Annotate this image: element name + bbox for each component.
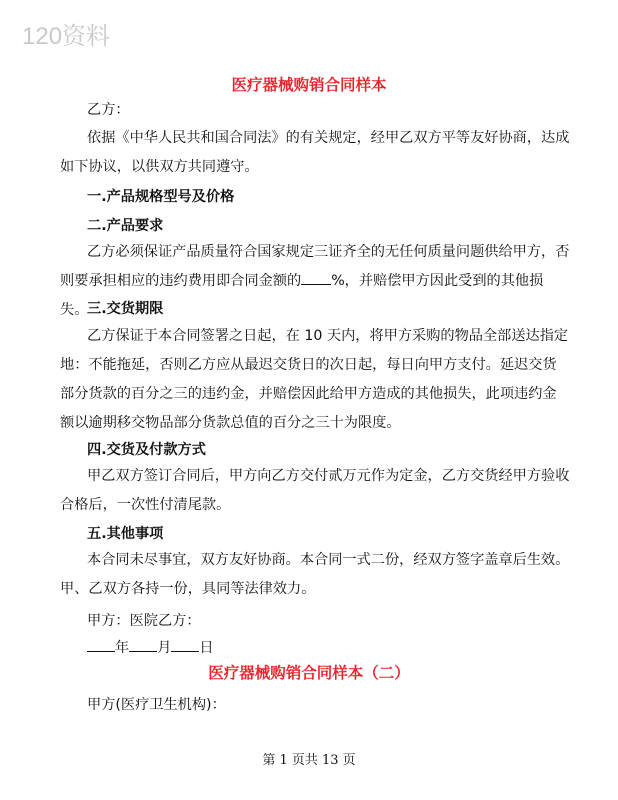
section-heading-4: 四.交货及付款方式 [87, 442, 206, 458]
section-body-3: 乙方保证于本合同签署之日起，在 10 天内，将甲方采购的物品全部送达指定地：不能拖延，否则乙方应从最迟交货日的次日起，每日向甲方支付。延迟交货部分货款的百分之三的违约金，并赔偿因此给甲方造成的其他损失，此项违约金额以逾期移交物品部分货款总值的百分之三十为限度。 [60, 328, 569, 431]
section-body-5: 本合同未尽事宜，双方友好协商。本合同一式二份，经双方签字盖章后生效。甲、乙双方各持一份，具同等法律效力。 [60, 552, 570, 597]
section-heading-2: 二.产品要求 [87, 218, 164, 234]
section-heading-5: 五.其他事项 [87, 526, 164, 542]
page-number: 第 1 页共 13 页 [262, 753, 356, 768]
intro-paragraph: 依据《中华人民共和国合同法》的有关规定，经甲乙双方平等友好协商，达成如下协议，以供双方共同遵守。 [60, 130, 570, 175]
date-month-label: 月 [157, 640, 172, 656]
document-title-2: 医疗器械购销合同样本（二） [208, 664, 410, 682]
day-blank [171, 637, 199, 652]
section-body-4: 甲乙双方签订合同后，甲方向乙方交付贰万元作为定金，乙方交货经甲方验收合格后，一次性付清尾款。 [60, 468, 570, 513]
party-b-label: 乙方： [87, 102, 130, 118]
section-body-2-post: %，并赔偿甲方因此受到的其他损失。 [60, 273, 544, 318]
date-year-label: 年 [115, 640, 130, 656]
watermark: 120资料 [22, 23, 111, 50]
date-line [87, 637, 214, 657]
party-a-line: 甲方(医疗卫生机构)： [87, 697, 226, 713]
document-title: 医疗器械购销合同样本 [231, 76, 387, 94]
year-blank [87, 637, 115, 652]
date-day-label: 日 [199, 640, 214, 656]
section-body-2-pre: 乙方必须保证产品质量符合国家规定三证齐全的无任何质量问题供给甲方，否则要承担相应的违约费用即合同金额的 [60, 244, 570, 289]
section-heading-3: 三.交货期限 [87, 301, 164, 317]
percent-blank [301, 270, 331, 285]
month-blank [129, 637, 157, 652]
section-heading-1: 一.产品规格型号及价格 [87, 189, 235, 205]
signature-line: 甲方：医院乙方： [87, 613, 201, 629]
